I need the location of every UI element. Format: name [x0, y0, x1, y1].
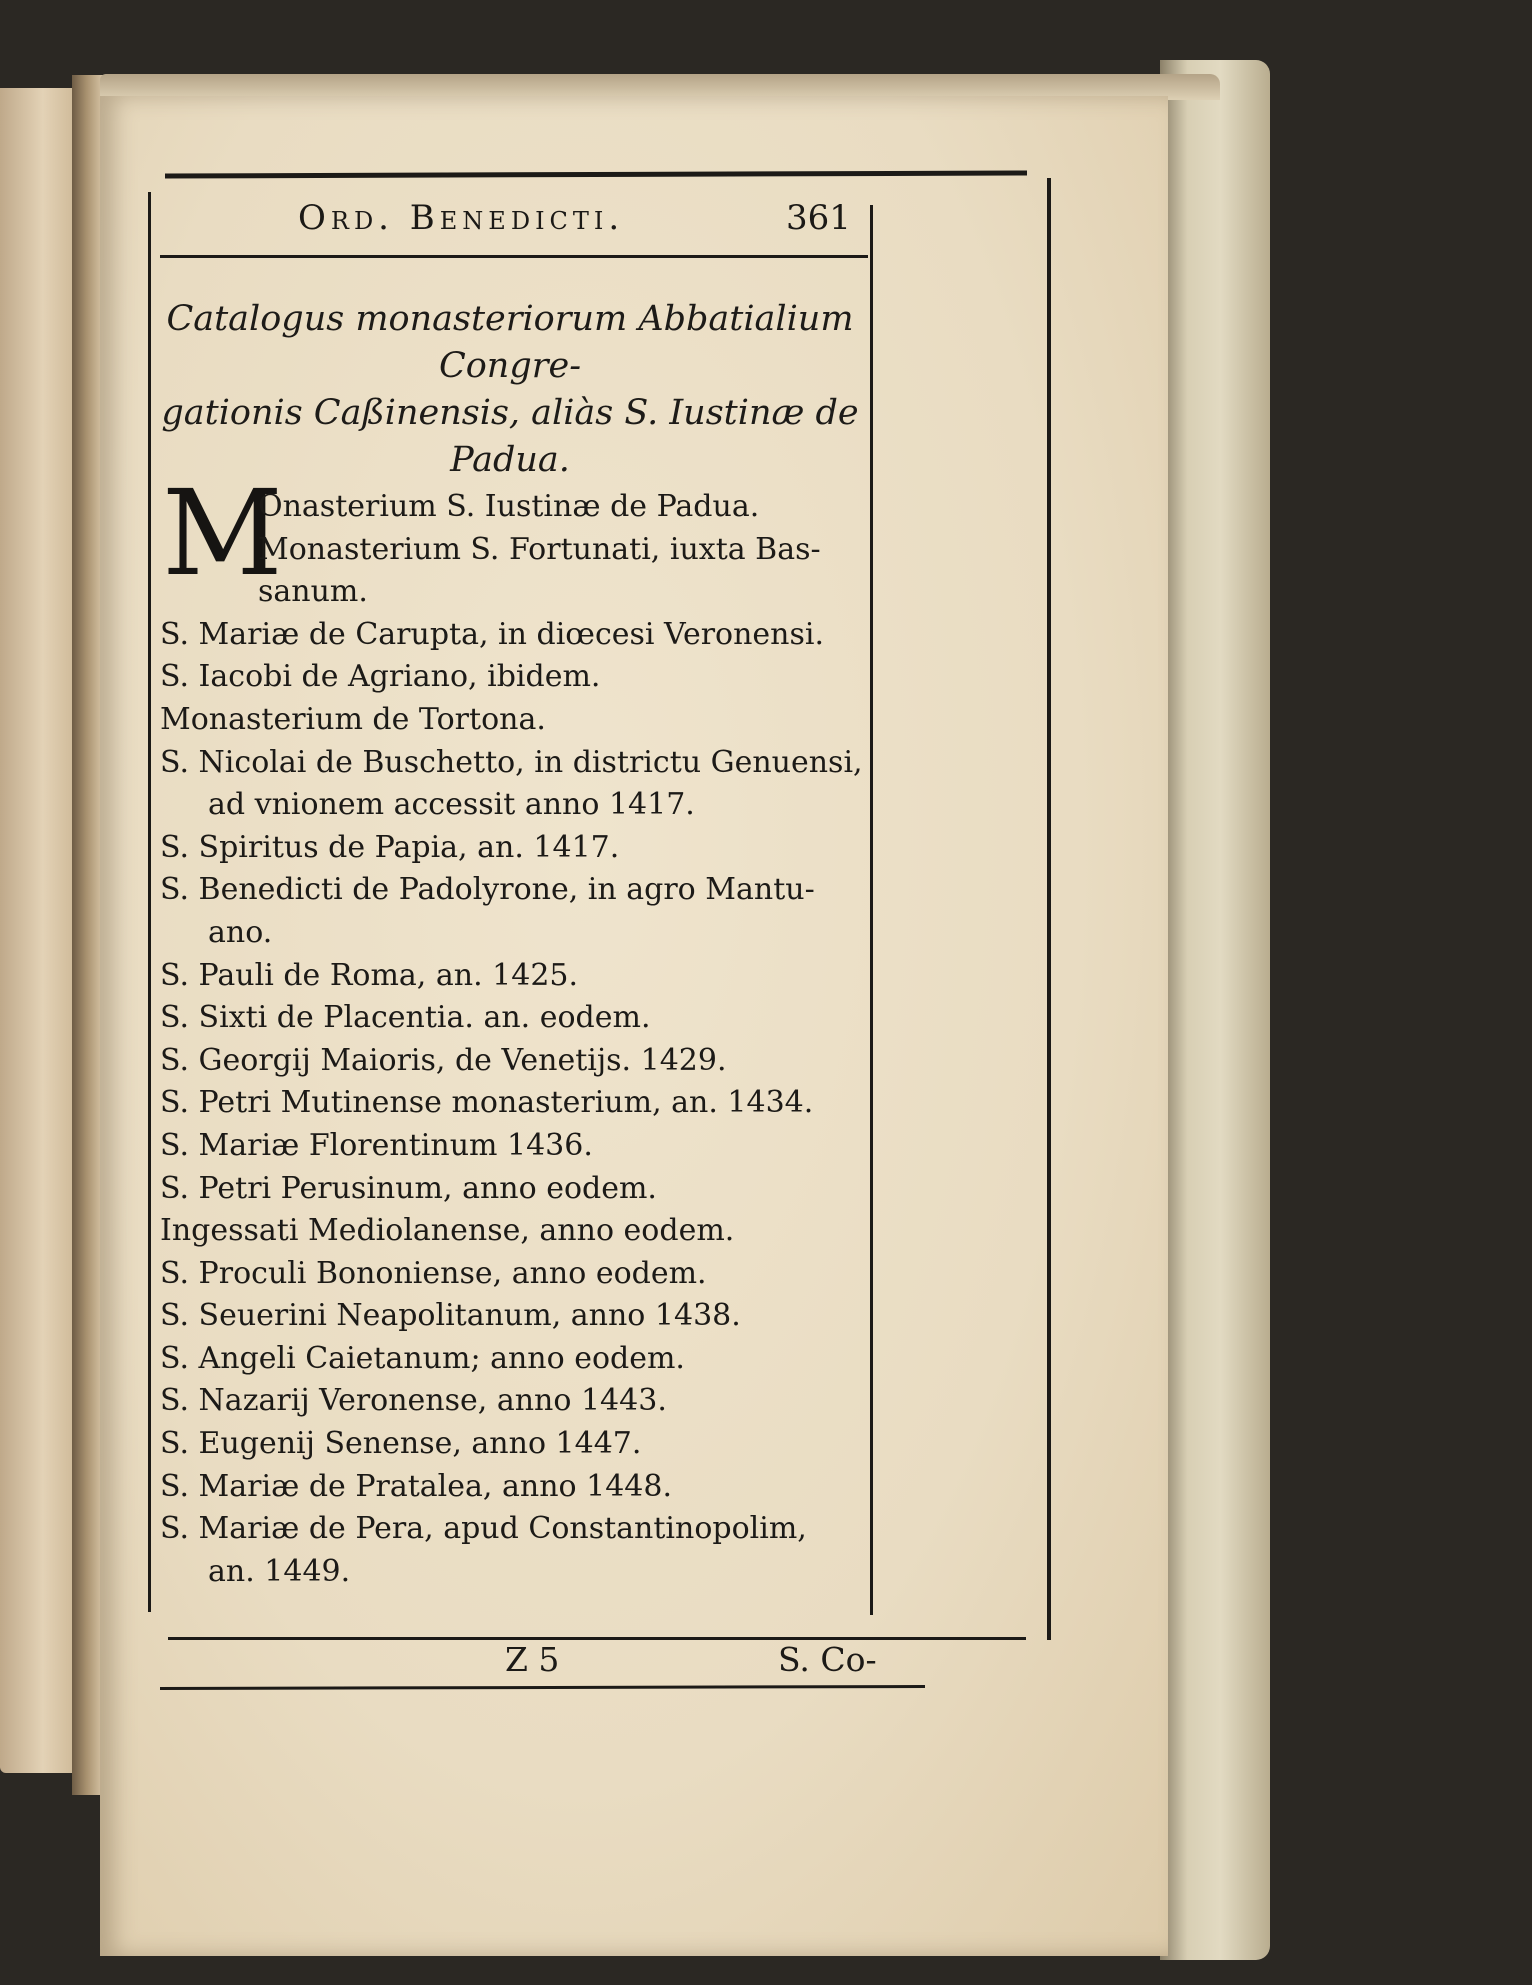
title-line: Padua. [450, 440, 570, 480]
list-item: S. Seuerini Neapolitanum, anno 1438. [160, 1298, 741, 1334]
list-item: S. Mariæ de Pratalea, anno 1448. [160, 1468, 672, 1504]
signature-mark: Z 5 [505, 1640, 560, 1679]
page-number: 361 [786, 198, 851, 238]
list-item: S. Mariæ de Pera, apud Constantinopolim, [160, 1511, 807, 1547]
bottom-rule [168, 1637, 1026, 1640]
list-item: S. Angeli Caietanum; anno eodem. [160, 1340, 685, 1376]
list-item: S. Georgij Maioris, de Venetijs. 1429. [160, 1042, 727, 1078]
list-item: S. Benedicti de Padolyrone, in agro Mantu- [160, 872, 815, 908]
list-item: ano. [208, 914, 273, 950]
list-item: S. Spiritus de Papia, an. 1417. [160, 829, 620, 865]
list-item: S. Nicolai de Buschetto, in districtu Genuensi, [160, 744, 863, 780]
monastery-list [150, 486, 880, 1593]
list-item: S. Mariæ de Carupta, in diœcesi Veronensi. [160, 616, 825, 652]
list-item: S. Eugenij Senense, anno 1447. [160, 1426, 642, 1462]
outer-right-frame-rule [1047, 178, 1051, 1640]
header-rule [160, 255, 868, 258]
previous-page-edge [0, 88, 78, 1773]
list-item: S. Iacobi de Agriano, ibidem. [160, 659, 601, 695]
drop-cap: M [162, 464, 283, 602]
list-item: S. Pauli de Roma, an. 1425. [160, 957, 579, 993]
catalog-title [150, 296, 870, 484]
list-item: sanum. [258, 574, 368, 610]
list-item: Onasterium S. Iustinæ de Padua. [258, 489, 760, 524]
catchword: S. Co- [778, 1640, 877, 1679]
list-item: Ingessati Mediolanense, anno eodem. [160, 1213, 735, 1249]
list-item: Monasterium S. Fortunati, iuxta Bas- [258, 531, 821, 567]
list-item: S. Petri Perusinum, anno eodem. [160, 1170, 657, 1206]
vellum-cover-spine [1160, 60, 1270, 1960]
running-head: Ord. Benedicti. [298, 198, 625, 238]
list-item: S. Nazarij Veronense, anno 1443. [160, 1383, 667, 1419]
list-item: ad vnionem accessit anno 1417. [208, 787, 695, 823]
list-item: S. Proculi Bononiense, anno eodem. [160, 1255, 707, 1291]
list-item: S. Petri Mutinense monasterium, an. 1434. [160, 1085, 814, 1121]
list-item: S. Sixti de Placentia. an. eodem. [160, 1000, 651, 1036]
title-line: Catalogus monasteriorum Abbatialium Congre- [166, 299, 854, 386]
list-item: an. 1449. [208, 1553, 351, 1589]
list-item: S. Mariæ Florentinum 1436. [160, 1127, 593, 1163]
title-line: gationis Caßinensis, aliàs S. Iustinæ de [161, 393, 859, 433]
list-item: Monasterium de Tortona. [160, 701, 546, 737]
